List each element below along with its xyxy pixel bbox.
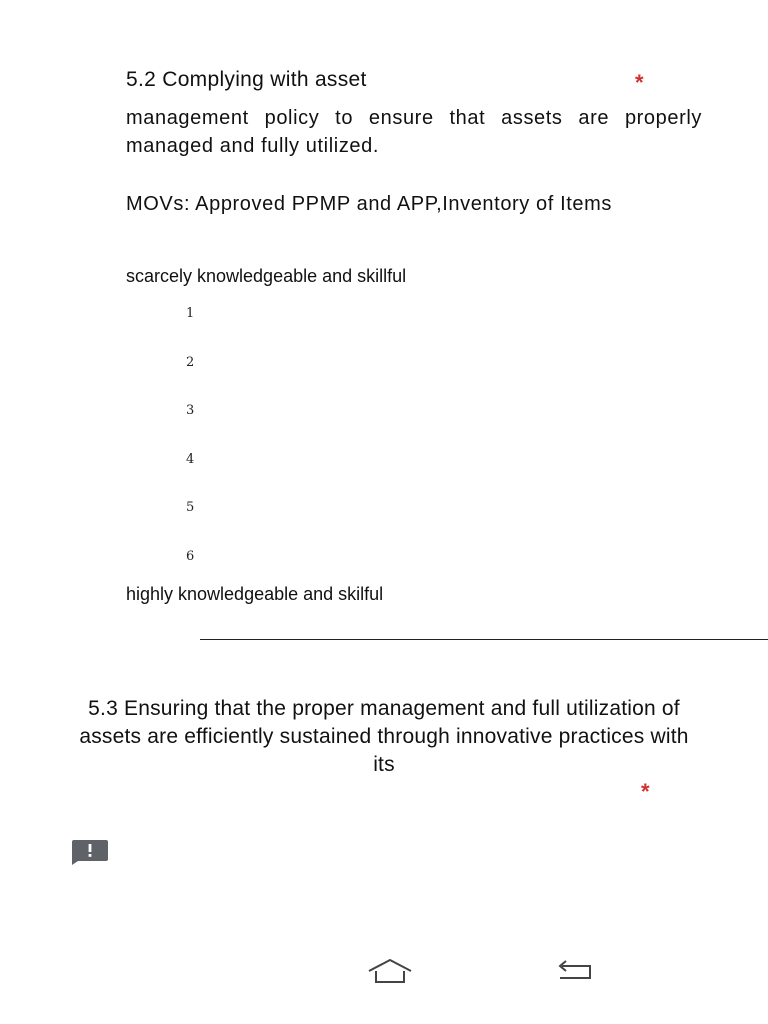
scale-high-label: highly knowledgeable and skilful bbox=[126, 584, 384, 604]
back-icon[interactable] bbox=[554, 956, 598, 986]
scale-option-4[interactable]: 4 bbox=[186, 451, 195, 467]
scale-option-1[interactable]: 1 bbox=[186, 306, 195, 321]
home-icon[interactable] bbox=[366, 956, 414, 986]
question-5-3-title: 5.3 Ensuring that the proper management and full utilization of assets are efficiently sustained through innovative practices with its bbox=[79, 697, 689, 776]
report-feedback-icon[interactable] bbox=[70, 838, 110, 866]
section-divider bbox=[200, 639, 768, 640]
scale-option-5[interactable]: 5 bbox=[186, 500, 195, 516]
rating-scale bbox=[186, 306, 194, 598]
question-5-2-title: 5.2 Complying with asset bbox=[126, 68, 367, 91]
required-asterisk: * bbox=[641, 779, 650, 804]
question-5-2-description: management policy to ensure that assets are properly managed and fully utilized. bbox=[126, 107, 702, 157]
required-asterisk: * bbox=[635, 70, 644, 95]
scale-low-label: scarcely knowledgeable and skillful bbox=[126, 266, 407, 286]
scale-option-2[interactable]: 2 bbox=[186, 354, 195, 370]
scale-option-6[interactable]: 6 bbox=[186, 548, 195, 564]
scale-option-3[interactable]: 3 bbox=[186, 403, 195, 419]
question-5-2-movs: MOVs: Approved PPMP and APP,Inventory of Items bbox=[126, 193, 612, 215]
